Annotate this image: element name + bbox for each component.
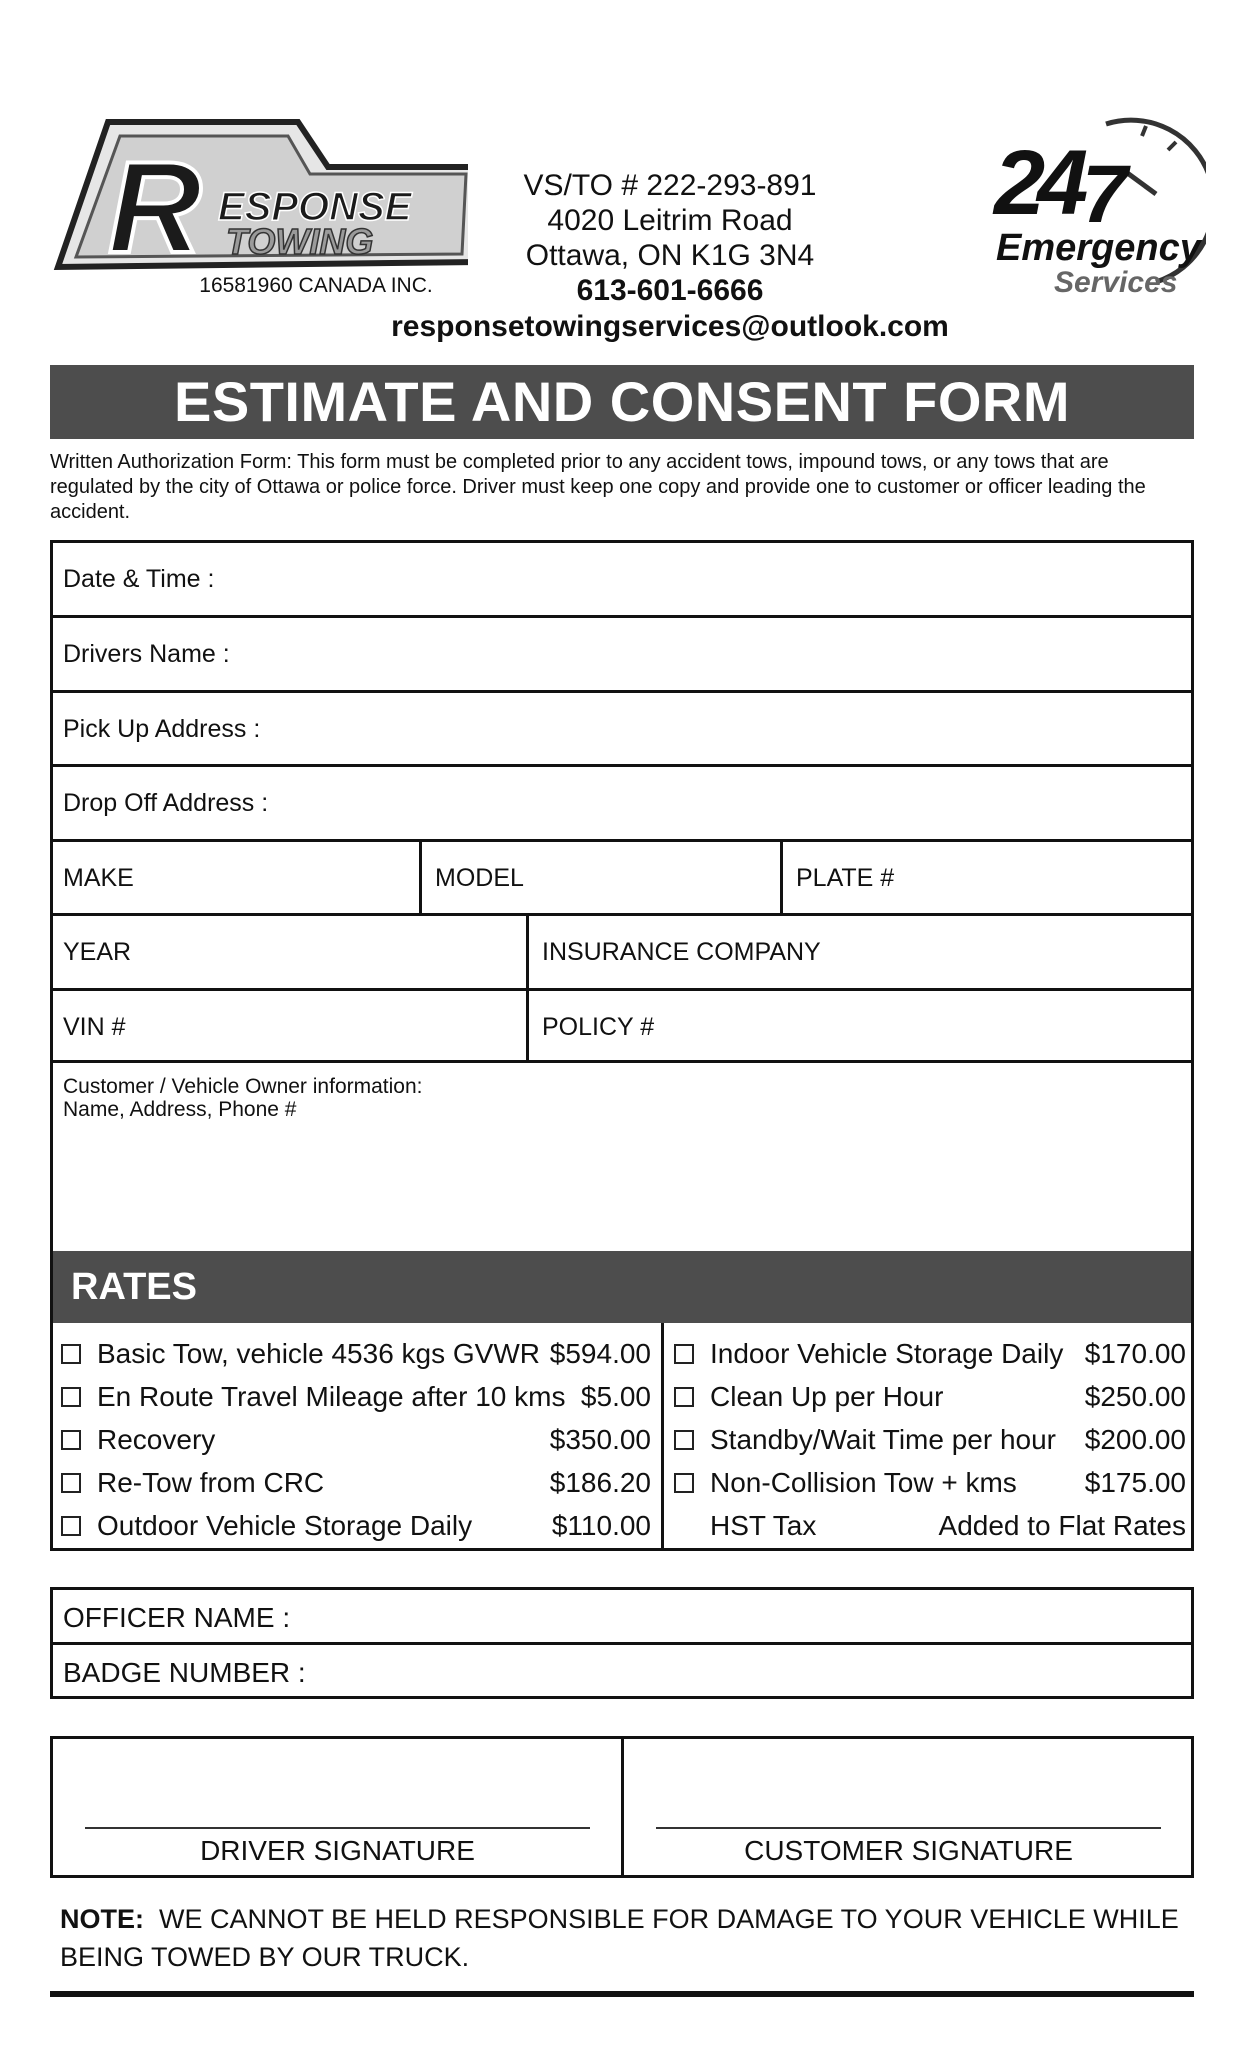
driver-signature-line[interactable]	[85, 1827, 590, 1829]
intro-text: Written Authorization Form: This form must be completed prior to any accident tows, impound tows, or any tows that are regulated by the city of Ottawa or police force. Driver must keep one copy and provide one to customer or officer leading the accident.	[50, 451, 1146, 523]
note-text: WE CANNOT BE HELD RESPONSIBLE FOR DAMAGE TO YOUR VEHICLE WHILE BEING TOWED BY OUR TRUCK.	[60, 1904, 1179, 1972]
svg-text:R: R	[108, 134, 202, 280]
policy-label: POLICY #	[542, 1013, 655, 1041]
vsto-number: VS/TO # 222-293-891	[523, 169, 817, 202]
rate-indoor-storage[interactable]: Indoor Vehicle Storage Daily $170.00	[674, 1334, 1186, 1374]
city-address: Ottawa, ON K1G 3N4	[525, 239, 815, 272]
date-time-label: Date & Time :	[63, 565, 215, 593]
vin-policy-row	[53, 991, 1191, 1063]
checkbox[interactable]	[61, 1387, 81, 1407]
svg-text:Emergency: Emergency	[996, 227, 1201, 269]
plate-label: PLATE #	[796, 864, 895, 892]
divider	[526, 991, 529, 1060]
make-model-plate-row	[53, 842, 1191, 916]
checkbox[interactable]	[674, 1430, 694, 1450]
liability-note	[60, 1900, 1190, 1976]
customer-signature-label: CUSTOMER SIGNATURE	[744, 1835, 1073, 1866]
customer-info-field[interactable]	[53, 1063, 1191, 1251]
checkbox[interactable]	[674, 1473, 694, 1493]
rate-re-tow[interactable]: Re-Tow from CRC $186.20	[61, 1463, 651, 1503]
rates-heading: RATES	[53, 1251, 1191, 1323]
badge-number-field[interactable]	[53, 1645, 1191, 1699]
street-address: 4020 Leitrim Road	[547, 204, 793, 237]
rate-non-collision-tow[interactable]: Non-Collision Tow + kms $175.00	[674, 1463, 1186, 1503]
checkbox[interactable]	[61, 1516, 81, 1536]
insurance-label: INSURANCE COMPANY	[542, 938, 821, 966]
officer-box	[50, 1587, 1194, 1699]
checkbox[interactable]	[674, 1387, 694, 1407]
divider	[419, 842, 422, 913]
svg-text:7: 7	[1082, 149, 1128, 240]
bottom-rule	[50, 1991, 1194, 1997]
svg-text:TOWING: TOWING	[226, 221, 374, 262]
badge-number-label: BADGE NUMBER :	[63, 1657, 306, 1688]
model-label: MODEL	[435, 864, 524, 892]
phone-number: 613-601-6666	[576, 274, 764, 307]
pickup-address-field[interactable]	[53, 693, 1191, 767]
date-time-field[interactable]	[53, 543, 1191, 618]
year-insurance-row	[53, 916, 1191, 991]
rate-outdoor-storage[interactable]: Outdoor Vehicle Storage Daily $110.00	[61, 1506, 651, 1546]
company-address	[460, 168, 880, 308]
form-title: ESTIMATE AND CONSENT FORM	[50, 365, 1194, 439]
customer-info-label: Customer / Vehicle Owner information: Name, Address, Phone #	[63, 1075, 423, 1121]
rate-basic-tow[interactable]: Basic Tow, vehicle 4536 kgs GVWR $594.00	[61, 1334, 651, 1374]
pickup-address-label: Pick Up Address :	[63, 715, 261, 743]
svg-text:24: 24	[994, 132, 1081, 234]
checkbox[interactable]	[61, 1344, 81, 1364]
rate-recovery[interactable]: Recovery $350.00	[61, 1420, 651, 1460]
rate-en-route-mileage[interactable]: En Route Travel Mileage after 10 kms $5.00	[61, 1377, 651, 1417]
checkbox[interactable]	[61, 1430, 81, 1450]
divider	[661, 1323, 664, 1548]
year-label: YEAR	[63, 938, 132, 966]
officer-name-field[interactable]	[53, 1590, 1191, 1645]
rate-clean-up[interactable]: Clean Up per Hour $250.00	[674, 1377, 1186, 1417]
drivers-name-label: Drivers Name :	[63, 640, 230, 668]
email-address: responsetowingservices@outlook.com	[391, 310, 949, 343]
company-registration: 16581960 CANADA INC.	[199, 274, 433, 297]
checkbox[interactable]	[61, 1473, 81, 1493]
make-label: MAKE	[63, 864, 134, 892]
vin-label: VIN #	[63, 1013, 126, 1041]
vehicle-form	[50, 540, 1194, 1551]
svg-text:ESPONSE: ESPONSE	[218, 185, 412, 229]
emergency-24-7-badge	[986, 112, 1206, 302]
note-prefix: NOTE:	[60, 1904, 144, 1934]
officer-name-label: OFFICER NAME :	[63, 1602, 291, 1633]
drivers-name-field[interactable]	[53, 618, 1191, 693]
signatures-box	[50, 1736, 1194, 1878]
divider	[526, 916, 529, 988]
dropoff-address-field[interactable]	[53, 767, 1191, 842]
divider	[621, 1739, 624, 1875]
divider	[780, 842, 783, 913]
driver-signature-label: DRIVER SIGNATURE	[200, 1835, 475, 1866]
svg-text:Services: Services	[1054, 266, 1178, 299]
customer-signature-line[interactable]	[656, 1827, 1161, 1829]
dropoff-address-label: Drop Off Address :	[63, 789, 269, 817]
rate-hst-tax: HST Tax Added to Flat Rates	[710, 1510, 1186, 1541]
checkbox[interactable]	[674, 1344, 694, 1364]
rate-standby-wait[interactable]: Standby/Wait Time per hour $200.00	[674, 1420, 1186, 1460]
